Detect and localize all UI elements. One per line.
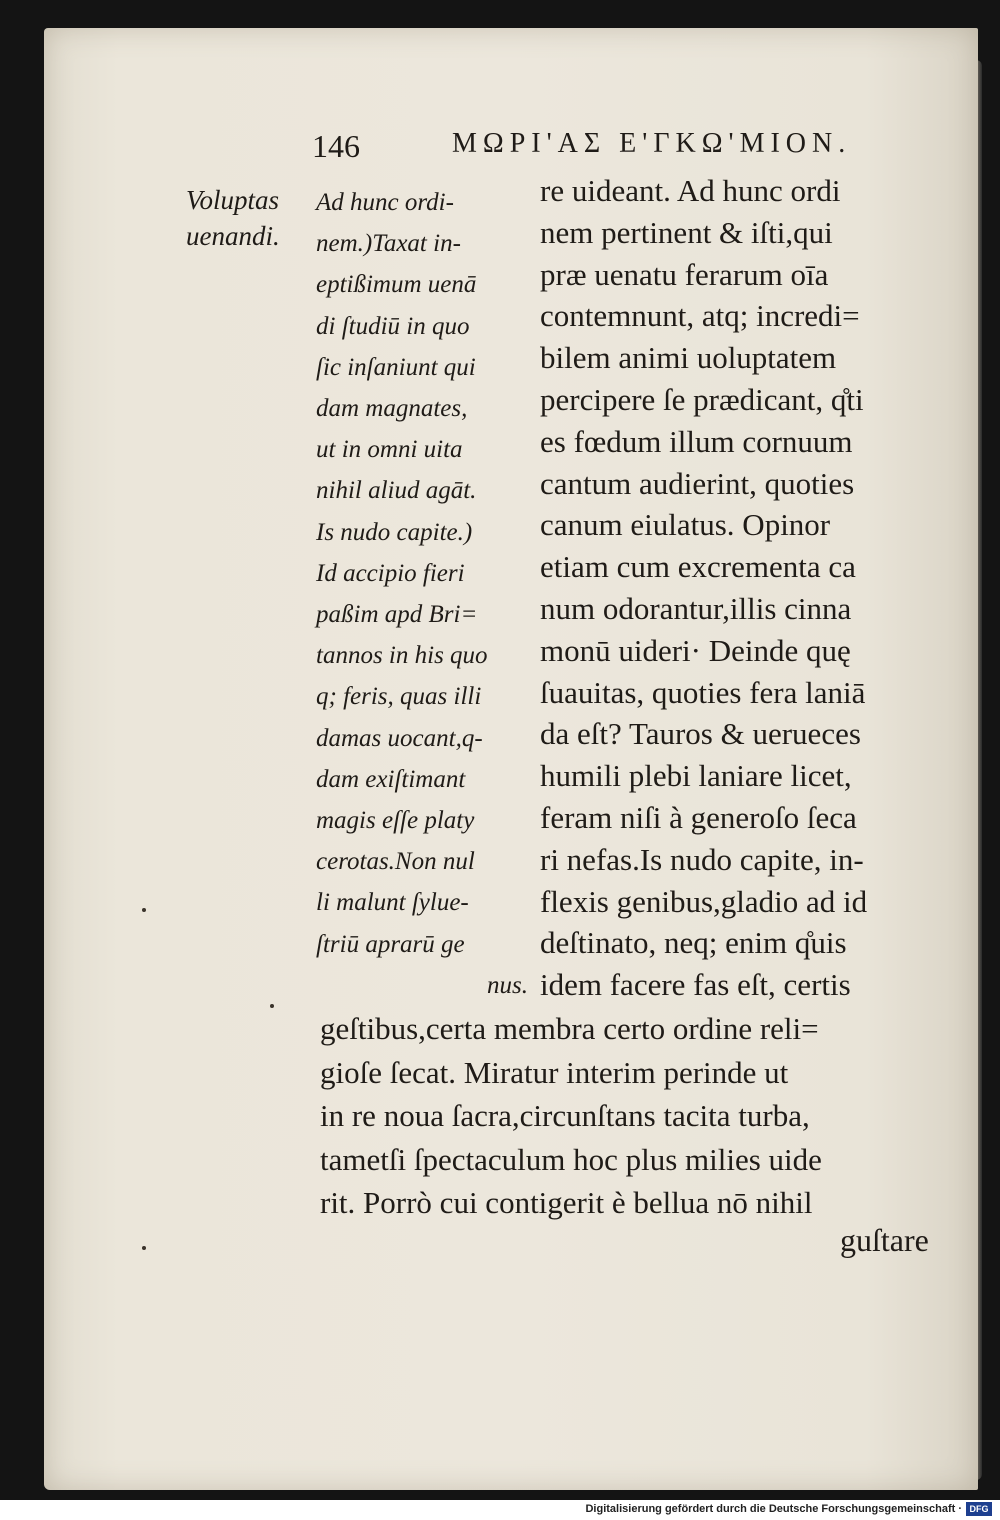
gloss-line: Ad hunc ordi- [316,189,454,216]
text-line: es fœdum illum cornuum [540,423,853,459]
gloss-line: ut in omni uita [316,436,463,464]
text-line: in re noua ſacra,circunſtans tacita turba, [320,1098,810,1133]
text-line: monū uideri· Deinde quę [540,632,851,668]
text-line: re uideant. Ad hunc ordi [540,173,841,208]
gloss-line: dam magnates, [316,395,468,423]
gloss-line: paßim apd Bri= [316,601,478,629]
text-line: nem pertinent & iſti,qui [540,214,833,250]
gloss-line: nus. [487,971,528,999]
text-line: contemnunt, atq; incredi= [540,298,860,334]
text-line: idem facere fas eſt, certis [540,967,851,1003]
ink-speck [270,1004,274,1008]
gloss-line: q; feris, quas illi [316,683,482,711]
text-line: cantum audierint, quoties [540,465,855,501]
gloss-line: ſic inſaniunt qui [316,353,476,381]
text-line: bilem animi uoluptatem [540,340,837,376]
text-line: ri nefas.Is nudo capite, in- [540,841,864,877]
sidenote-line: uenandi. [186,221,280,251]
text-line: ſuauitas, quoties fera laniā [540,674,866,710]
text-line: gioſe ſecat. Miratur interim perinde ut [320,1054,789,1090]
dfg-logo-icon: DFG [966,1502,992,1516]
gloss-line: Id accipio fieri [316,559,465,587]
page-number: 146 [312,128,360,164]
text-line: geſtibus,certa membra certo ordine reli= [320,1011,819,1046]
catchword: guſtare [840,1222,929,1258]
gloss-line: nem.)Taxat in- [316,230,461,258]
gloss-line: nihil aliud agāt. [316,477,477,505]
text-line: humili plebi laniare licet, [540,758,852,794]
text-line: da eſt? Tauros & uerueces [540,716,861,752]
gloss-line: di ſtudiū in quo [316,312,470,340]
text-line: rit. Porrò cui contigerit è bellua nō nihil [320,1185,813,1220]
running-title: ΜΩΡΙ'ΑΣ Ε'ΓΚΩ'ΜΙΟΝ. [452,128,852,159]
gloss-line: ſtriū aprarū ge [316,930,465,958]
text-line: etiam cum excrementa ca [540,549,856,585]
text-line: num odorantur,illis cinna [540,590,852,626]
gloss-line: cerotas.Non nul [316,848,475,876]
sidenote-line: Voluptas [186,185,280,215]
footer-credit: Digitalisierung gefördert durch die Deutsche Forschungsgemeinschaft · [585,1503,962,1515]
text-line: deſtinato, neq; enim q̊uis [540,925,847,961]
gloss-line: tannos in his quo [316,642,488,670]
text-line: tametſi ſpectaculum hoc plus milies uide [320,1141,822,1177]
gloss-line: dam exiſtimant [316,765,466,793]
text-line: canum eiulatus. Opinor [540,507,831,543]
gloss-line: damas uocant,q- [316,724,483,752]
text-line: præ uenatu ferarum oīa [540,256,829,292]
gloss-line: Is nudo capite.) [316,518,473,546]
main-text-column [540,170,960,1006]
marginal-sidenote [186,182,306,254]
page-header [312,128,872,168]
gloss-line: li malunt ſylue- [316,889,469,917]
full-width-text [320,1007,960,1225]
gloss-line: eptißimum uenā [316,271,477,299]
ink-speck [142,908,146,912]
text-line: feram niſi à generoſo ſeca [540,799,857,835]
text-line: flexis genibus,gladio ad id [540,883,868,919]
text-line: percipere ſe prædicant, q̊ti [540,381,864,417]
gloss-line: magis eſſe platy [316,807,475,835]
gloss-column [316,182,528,1006]
ink-speck [142,1246,146,1250]
